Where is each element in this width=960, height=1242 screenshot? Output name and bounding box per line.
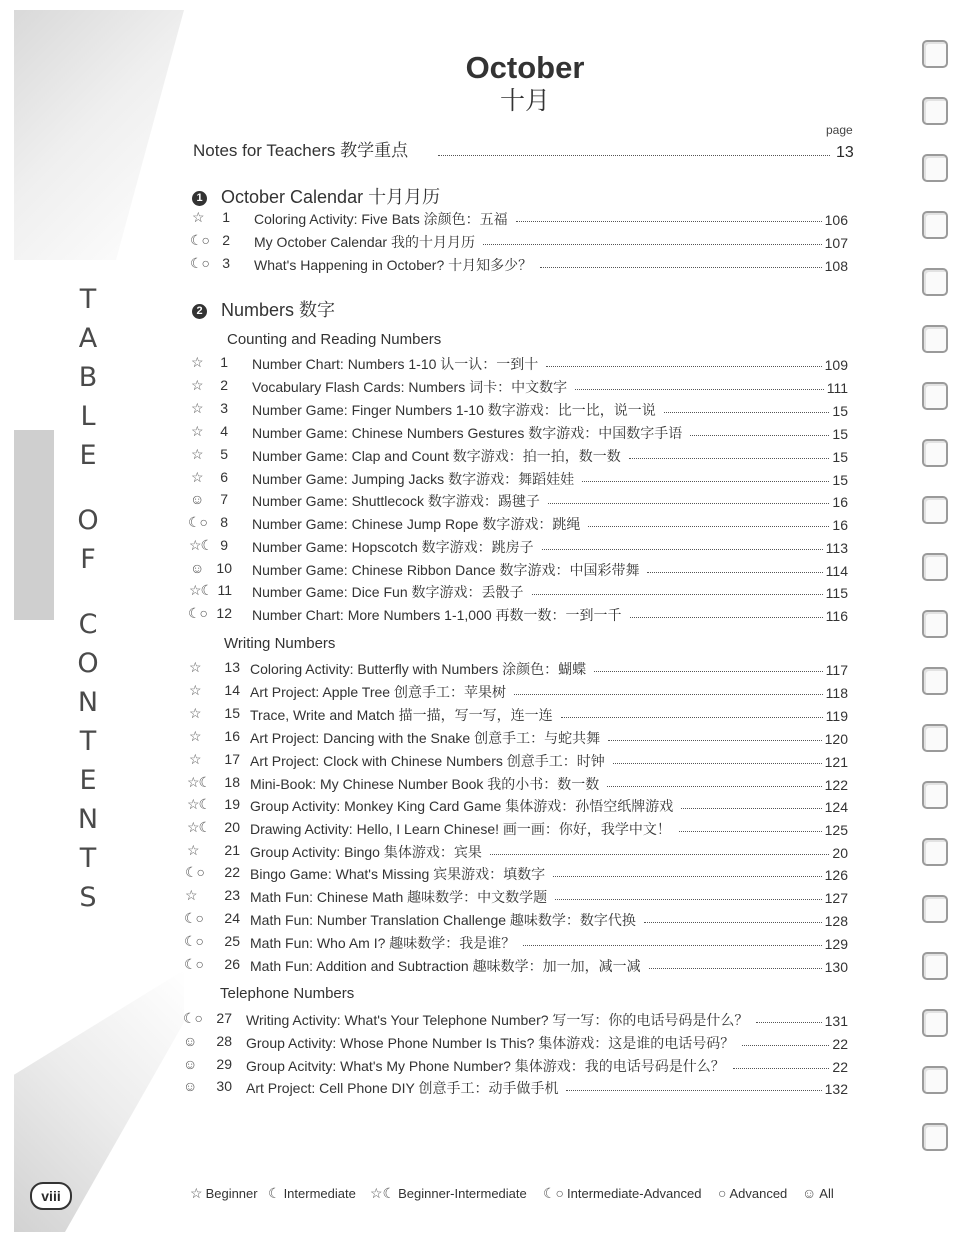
toc-entry[interactable] bbox=[0, 377, 960, 399]
entry-page-number: 20 bbox=[832, 845, 848, 861]
level-icon: ☾○ bbox=[188, 605, 208, 621]
level-icon: ☾○ bbox=[183, 1010, 203, 1026]
entry-page-number: 114 bbox=[825, 563, 848, 579]
entry-number: 22 bbox=[224, 864, 240, 880]
entry-number: 1 bbox=[220, 354, 228, 370]
leader-dots bbox=[516, 221, 822, 222]
entry-number: 2 bbox=[222, 232, 230, 248]
leader-dots bbox=[742, 1045, 829, 1046]
vertical-letter: O bbox=[77, 648, 99, 679]
entry-page-number: 15 bbox=[832, 472, 848, 488]
leader-dots bbox=[588, 526, 829, 527]
binding-ring bbox=[922, 154, 948, 182]
entry-page-number: 15 bbox=[832, 449, 848, 465]
leader-dots bbox=[532, 594, 823, 595]
entry-number: 8 bbox=[220, 514, 228, 530]
entry-number: 27 bbox=[216, 1010, 232, 1026]
entry-title: Group Activity: Monkey King Card Game 集体游戏：孙悟空纸牌游戏 bbox=[250, 798, 674, 814]
vertical-letter: F bbox=[80, 544, 96, 575]
entry-page-number: 15 bbox=[832, 403, 848, 419]
leader-dots bbox=[607, 786, 822, 787]
entry-number: 25 bbox=[224, 933, 240, 949]
entry-number: 9 bbox=[220, 537, 228, 553]
entry-number: 13 bbox=[224, 659, 240, 675]
toc-entry[interactable] bbox=[0, 887, 960, 909]
entry-number: 2 bbox=[220, 377, 228, 393]
entry-number: 24 bbox=[224, 910, 240, 926]
vertical-letter: O bbox=[77, 505, 99, 536]
entry-title: Coloring Activity: Five Bats 涂颜色：五福 bbox=[254, 211, 508, 227]
section-title: October Calendar 十月月历 bbox=[221, 187, 441, 207]
entry-page-number: 116 bbox=[825, 608, 848, 624]
subsection-telephone: Telephone Numbers bbox=[220, 985, 355, 1002]
legend-item bbox=[370, 1185, 527, 1202]
legend-icon: ☆☾ bbox=[370, 1185, 396, 1201]
level-icon: ☾○ bbox=[185, 864, 205, 880]
legend-label: Beginner-Intermediate bbox=[398, 1186, 527, 1201]
level-icon: ☆ bbox=[191, 423, 203, 439]
entry-page-number: 106 bbox=[824, 212, 848, 228]
vertical-letter: N bbox=[77, 804, 99, 835]
toc-entry[interactable] bbox=[0, 705, 960, 727]
legend-label: Advanced bbox=[729, 1186, 788, 1201]
entry-title: Math Fun: Number Translation Challenge 趣味数学：数字代换 bbox=[250, 912, 636, 928]
entry-title: Vocabulary Flash Cards: Numbers 词卡：中文数字 bbox=[252, 379, 568, 395]
vertical-letter: T bbox=[79, 284, 97, 315]
entry-title: Math Fun: Who Am I? 趣味数学：我是谁？ bbox=[250, 935, 516, 951]
toc-entry[interactable] bbox=[0, 842, 960, 864]
entry-number: 20 bbox=[224, 819, 240, 835]
vertical-letter: N bbox=[77, 687, 99, 718]
level-icon: ☆ bbox=[187, 842, 199, 858]
leader-dots bbox=[561, 717, 823, 718]
entry-title: Number Game: Chinese Jump Rope 数字游戏：跳绳 bbox=[252, 516, 581, 532]
toc-entry[interactable] bbox=[0, 1078, 960, 1100]
vertical-letter: L bbox=[80, 401, 96, 432]
entry-number: 14 bbox=[224, 682, 240, 698]
section-number-badge: 2 bbox=[192, 304, 207, 319]
leader-dots bbox=[644, 922, 822, 923]
leader-dots bbox=[548, 503, 829, 504]
notes-for-teachers[interactable]: Notes for Teachers 教学重点 bbox=[193, 141, 409, 160]
entry-title: Math Fun: Addition and Subtraction 趣味数学：加一加，减一减 bbox=[250, 958, 641, 974]
entry-title: Number Game: Shuttlecock 数字游戏：踢毽子 bbox=[252, 493, 540, 509]
vertical-letter: T bbox=[79, 843, 97, 874]
entry-number: 1 bbox=[222, 209, 230, 225]
entry-number: 3 bbox=[222, 255, 230, 271]
level-icon: ☆ bbox=[191, 400, 203, 416]
level-icon: ☺ bbox=[183, 1056, 197, 1072]
entry-number: 29 bbox=[216, 1056, 232, 1072]
entry-number: 7 bbox=[220, 491, 228, 507]
toc-entry[interactable] bbox=[0, 232, 960, 254]
legend-item bbox=[718, 1185, 787, 1201]
toc-entry[interactable] bbox=[0, 751, 960, 773]
toc-entry[interactable] bbox=[0, 354, 960, 376]
entry-number: 18 bbox=[224, 774, 240, 790]
toc-entry[interactable] bbox=[0, 659, 960, 681]
entry-page-number: 132 bbox=[824, 1081, 848, 1097]
entry-title: Number Game: Jumping Jacks 数字游戏：舞蹈娃娃 bbox=[252, 471, 575, 487]
entry-title: Number Game: Finger Numbers 1-10 数字游戏：比一比，说一说 bbox=[252, 402, 656, 418]
section-october-calendar bbox=[192, 183, 440, 209]
page-title bbox=[440, 50, 610, 116]
toc-entry[interactable] bbox=[0, 796, 960, 818]
toc-entry[interactable] bbox=[0, 582, 960, 604]
legend-item bbox=[802, 1185, 834, 1201]
leader-dots bbox=[483, 244, 822, 245]
entry-page-number: 107 bbox=[824, 235, 848, 251]
toc-entry[interactable] bbox=[0, 774, 960, 796]
legend-icon: ☾○ bbox=[543, 1185, 565, 1201]
entry-number: 28 bbox=[216, 1033, 232, 1049]
entry-title: Group Acitvity: What's My Phone Number? 集体游戏：我的电话号码是什么？ bbox=[246, 1058, 725, 1074]
entry-title: Mini-Book: My Chinese Number Book 我的小书：数一数 bbox=[250, 776, 600, 792]
entry-title: Math Fun: Chinese Math 趣味数学：中文数学题 bbox=[250, 889, 548, 905]
level-icon: ☆☾ bbox=[189, 582, 213, 598]
legend-icon: ☺ bbox=[802, 1185, 817, 1201]
entry-page-number: 113 bbox=[825, 540, 848, 556]
entry-title: Number Game: Clap and Count 数字游戏：拍一拍，数一数 bbox=[252, 448, 621, 464]
entry-number: 15 bbox=[224, 705, 240, 721]
toc-entry[interactable] bbox=[0, 446, 960, 468]
vertical-letter: S bbox=[79, 882, 97, 913]
subsection-writing: Writing Numbers bbox=[224, 635, 336, 652]
entry-title: Number Game: Chinese Numbers Gestures 数字游戏：中国数字手语 bbox=[252, 425, 683, 441]
legend-label: Intermediate bbox=[283, 1186, 356, 1201]
toc-entry[interactable] bbox=[0, 469, 960, 491]
entry-title: Group Activity: Bingo 集体游戏：宾果 bbox=[250, 844, 482, 860]
toc-entry[interactable] bbox=[0, 514, 960, 536]
level-icon: ☾○ bbox=[184, 956, 204, 972]
entry-number: 23 bbox=[224, 887, 240, 903]
entry-number: 21 bbox=[224, 842, 240, 858]
level-icon: ☆ bbox=[191, 446, 203, 462]
toc-entry[interactable] bbox=[0, 255, 960, 277]
leader-dots bbox=[679, 831, 822, 832]
entry-title: Group Activity: Whose Phone Number Is This? 集体游戏：这是谁的电话号码？ bbox=[246, 1035, 735, 1051]
legend-item bbox=[543, 1185, 701, 1202]
binding-ring bbox=[922, 40, 948, 68]
leader-dots bbox=[756, 1022, 822, 1023]
level-icon: ☆☾ bbox=[189, 537, 213, 553]
toc-entry[interactable] bbox=[0, 956, 960, 978]
toc-entry[interactable] bbox=[0, 400, 960, 422]
notes-page-number: 13 bbox=[836, 144, 854, 161]
leader-dots bbox=[608, 740, 822, 741]
level-icon: ☆ bbox=[191, 469, 203, 485]
binding-ring bbox=[922, 97, 948, 125]
entry-number: 6 bbox=[220, 469, 228, 485]
entry-page-number: 118 bbox=[825, 685, 848, 701]
toc-entry[interactable] bbox=[0, 933, 960, 955]
leader-dots bbox=[733, 1068, 829, 1069]
toc-entry[interactable] bbox=[0, 682, 960, 704]
section-number-badge: 1 bbox=[192, 191, 207, 206]
legend-item bbox=[190, 1185, 258, 1202]
leader-dots bbox=[546, 366, 822, 367]
leader-dots bbox=[514, 694, 823, 695]
level-icon: ☆ bbox=[185, 887, 197, 903]
entry-title: What's Happening in October? 十月知多少？ bbox=[254, 257, 533, 273]
entry-page-number: 22 bbox=[832, 1059, 848, 1075]
title-english: October bbox=[465, 50, 585, 85]
entry-number: 30 bbox=[216, 1078, 232, 1094]
level-icon: ☾○ bbox=[184, 910, 204, 926]
entry-page-number: 131 bbox=[824, 1013, 848, 1029]
legend-icon: ☾ bbox=[268, 1185, 281, 1201]
entry-number: 19 bbox=[224, 796, 240, 812]
leader-dots bbox=[630, 617, 823, 618]
entry-page-number: 117 bbox=[825, 662, 848, 678]
entry-page-number: 120 bbox=[824, 731, 848, 747]
legend-label: All bbox=[819, 1186, 834, 1201]
page-number: viii bbox=[30, 1182, 72, 1210]
vertical-letter: T bbox=[79, 726, 97, 757]
entry-page-number: 124 bbox=[824, 799, 848, 815]
entry-title: Art Project: Dancing with the Snake 创意手工：与蛇共舞 bbox=[250, 730, 601, 746]
leader-dots bbox=[664, 412, 829, 413]
leader-dots bbox=[542, 549, 823, 550]
entry-page-number: 119 bbox=[825, 708, 848, 724]
toc-entry[interactable] bbox=[0, 605, 960, 627]
toc-entry[interactable] bbox=[0, 1033, 960, 1055]
entry-number: 5 bbox=[220, 446, 228, 462]
level-icon: ☆☾ bbox=[187, 819, 211, 835]
leader-dots bbox=[540, 267, 822, 268]
vertical-letter: E bbox=[79, 765, 97, 796]
entry-page-number: 126 bbox=[824, 867, 848, 883]
level-icon: ☆ bbox=[189, 705, 201, 721]
toc-entry[interactable] bbox=[0, 819, 960, 841]
entry-title: Bingo Game: What's Missing 宾果游戏：填数字 bbox=[250, 866, 546, 882]
vertical-letter: E bbox=[79, 440, 97, 471]
entry-number: 10 bbox=[216, 560, 232, 576]
entry-page-number: 115 bbox=[825, 585, 848, 601]
level-icon: ☆ bbox=[191, 377, 203, 393]
level-icon: ☺ bbox=[190, 491, 204, 507]
leader-dots bbox=[613, 763, 822, 764]
entry-title: Drawing Activity: Hello, I Learn Chinese! 画一画：你好，我学中文！ bbox=[250, 821, 671, 837]
level-icon: ☺ bbox=[183, 1078, 197, 1094]
legend-icon: ○ bbox=[718, 1185, 727, 1201]
toc-entry[interactable] bbox=[0, 537, 960, 559]
toc-entry[interactable] bbox=[0, 209, 960, 231]
entry-page-number: 127 bbox=[824, 890, 848, 906]
entry-title: Number Chart: More Numbers 1-1,000 再数一数：一到一千 bbox=[252, 607, 622, 623]
toc-entry[interactable] bbox=[0, 1010, 960, 1032]
entry-page-number: 111 bbox=[826, 380, 848, 396]
entry-page-number: 128 bbox=[824, 913, 848, 929]
entry-page-number: 130 bbox=[824, 959, 848, 975]
leader-dots bbox=[575, 389, 824, 390]
leader-dots bbox=[490, 854, 829, 855]
entry-title: Number Game: Hopscotch 数字游戏：跳房子 bbox=[252, 539, 534, 555]
legend-icon: ☆ bbox=[190, 1185, 203, 1201]
entry-number: 11 bbox=[217, 582, 232, 598]
entry-title: Number Game: Dice Fun 数字游戏：丢骰子 bbox=[252, 584, 524, 600]
title-chinese: 十月 bbox=[499, 86, 550, 115]
level-icon: ☆☾ bbox=[187, 774, 211, 790]
entry-title: Number Chart: Numbers 1-10 认一认：一到十 bbox=[252, 356, 539, 372]
leader-dots bbox=[553, 876, 822, 877]
legend-label: Beginner bbox=[205, 1186, 258, 1201]
entry-page-number: 15 bbox=[832, 426, 848, 442]
vertical-letter: C bbox=[78, 609, 98, 640]
page-column-label: page bbox=[826, 123, 853, 137]
leader-dots bbox=[566, 1090, 822, 1091]
toc-entry[interactable] bbox=[0, 864, 960, 886]
subsection-counting: Counting and Reading Numbers bbox=[227, 331, 442, 348]
leader-dots bbox=[681, 808, 822, 809]
leader-dots bbox=[523, 945, 822, 946]
entry-page-number: 16 bbox=[832, 517, 848, 533]
leader-dots bbox=[647, 572, 823, 573]
entry-page-number: 125 bbox=[824, 822, 848, 838]
entry-title: Writing Activity: What's Your Telephone Number? 写一写：你的电话号码是什么？ bbox=[246, 1012, 749, 1028]
entry-page-number: 122 bbox=[824, 777, 848, 793]
level-icon: ☾○ bbox=[184, 933, 204, 949]
entry-number: 17 bbox=[224, 751, 240, 767]
entry-page-number: 22 bbox=[832, 1036, 848, 1052]
leader-dots bbox=[594, 671, 823, 672]
entry-number: 26 bbox=[224, 956, 240, 972]
section-numbers bbox=[192, 296, 335, 322]
entry-title: Art Project: Clock with Chinese Numbers 创意手工：时钟 bbox=[250, 753, 605, 769]
level-icon: ☆ bbox=[189, 682, 201, 698]
entry-title: Number Game: Chinese Ribbon Dance 数字游戏：中国彩带舞 bbox=[252, 562, 640, 578]
entry-page-number: 121 bbox=[824, 754, 848, 770]
level-icon: ☾○ bbox=[190, 255, 210, 271]
entry-title: My October Calendar 我的十月月历 bbox=[254, 234, 475, 250]
entry-number: 16 bbox=[224, 728, 240, 744]
level-icon: ☺ bbox=[190, 560, 204, 576]
level-icon: ☆ bbox=[192, 209, 204, 225]
vertical-letter: A bbox=[78, 323, 98, 354]
section-title: Numbers 数字 bbox=[221, 300, 336, 320]
toc-entry[interactable] bbox=[0, 1056, 960, 1078]
entry-page-number: 16 bbox=[832, 494, 848, 510]
level-legend bbox=[0, 1180, 960, 1210]
leader-dots bbox=[649, 968, 822, 969]
entry-title: Art Project: Apple Tree 创意手工：苹果树 bbox=[250, 684, 506, 700]
toc-entry[interactable] bbox=[0, 560, 960, 582]
level-icon: ☾○ bbox=[188, 514, 208, 530]
leader-dots bbox=[582, 481, 829, 482]
leader-dots bbox=[438, 155, 830, 156]
level-icon: ☾○ bbox=[190, 232, 210, 248]
level-icon: ☆ bbox=[189, 659, 201, 675]
binding-ring bbox=[922, 1123, 948, 1151]
entry-title: Trace, Write and Match 描一描，写一写，连一连 bbox=[250, 707, 553, 723]
level-icon: ☆ bbox=[189, 728, 201, 744]
toc-entry[interactable] bbox=[0, 423, 960, 445]
level-icon: ☺ bbox=[183, 1033, 197, 1049]
leader-dots bbox=[690, 435, 829, 436]
entry-page-number: 109 bbox=[824, 357, 848, 373]
level-icon: ☆ bbox=[191, 354, 203, 370]
toc-entry[interactable] bbox=[0, 728, 960, 750]
level-icon: ☆ bbox=[189, 751, 201, 767]
toc-entry[interactable] bbox=[0, 910, 960, 932]
level-icon: ☆☾ bbox=[187, 796, 211, 812]
entry-page-number: 108 bbox=[824, 258, 848, 274]
legend-item bbox=[268, 1185, 356, 1202]
entry-title: Coloring Activity: Butterfly with Numbers 涂颜色：蝴蝶 bbox=[250, 661, 587, 677]
entry-number: 4 bbox=[220, 423, 228, 439]
leader-dots bbox=[555, 899, 822, 900]
legend-label: Intermediate-Advanced bbox=[567, 1186, 702, 1201]
toc-entry[interactable] bbox=[0, 491, 960, 513]
leader-dots bbox=[629, 458, 829, 459]
entry-page-number: 129 bbox=[824, 936, 848, 952]
binding-ring bbox=[922, 325, 948, 353]
entry-number: 3 bbox=[220, 400, 228, 416]
entry-title: Art Project: Cell Phone DIY 创意手工：动手做手机 bbox=[246, 1080, 559, 1096]
vertical-letter: B bbox=[78, 362, 98, 393]
entry-number: 12 bbox=[216, 605, 232, 621]
